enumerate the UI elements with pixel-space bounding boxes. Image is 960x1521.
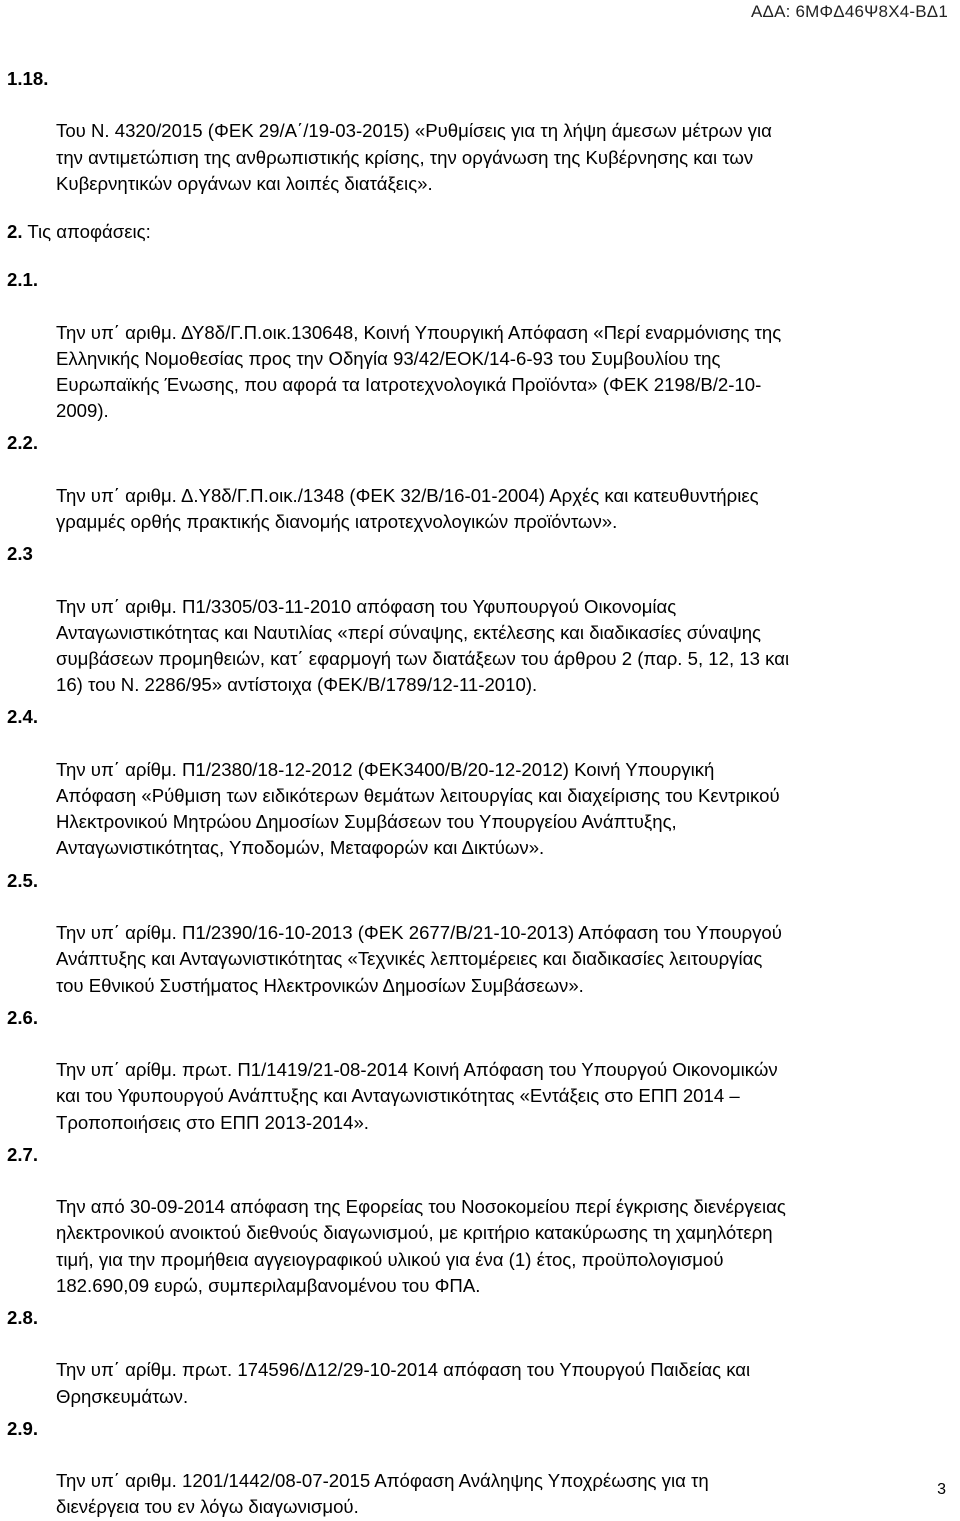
item-number: 2.7. xyxy=(7,1143,39,1165)
item-2-7 xyxy=(0,1142,955,1299)
item-2-8 xyxy=(0,1305,955,1410)
item-number: 2.4. xyxy=(7,706,39,728)
item-number: 2.1. xyxy=(7,269,39,291)
item-2-3 xyxy=(0,541,955,698)
item-2-6 xyxy=(0,1005,955,1136)
item-text: Την υπ΄ αρίθμ. Π1/2380/18-12-2012 (ΦΕΚ3400/Β/20-12-2012) Κοινή Υπουργική Απόφαση «Ρύθμιση των ειδικότερων θεμάτων λειτουργίας και διαχείρισης του Κεντρικού Ηλεκτρονικού Μητρώου Δημοσίων Συμβάσεων του Υπουργείου Ανάπτυξης, Ανταγωνιστικότητας, Υποδομών, Μεταφορών και Δικτύων». xyxy=(56,758,780,859)
item-number: 2.8. xyxy=(7,1306,39,1328)
section-2-heading xyxy=(0,219,955,245)
item-number: 2.6. xyxy=(7,1006,39,1028)
section-1-18 xyxy=(0,66,955,197)
item-2-2 xyxy=(0,430,955,535)
item-number: 2.5. xyxy=(7,869,39,891)
item-text: Την υπ΄ αριθμ. 1201/1442/08-07-2015 Απόφαση Ανάληψης Υποχρέωσης για τη διενέργεια του εν λόγω διαγωνισμού. xyxy=(56,1470,709,1518)
section-text: Του Ν. 4320/2015 (ΦΕΚ 29/Α΄/19-03-2015) «Ρυθμίσεις για τη λήψη άμεσων μέτρων για την αντιμετώπιση της ανθρωπιστικής κρίσης, την οργάνωση της Κυβέρνησης και των Κυβερνητικών οργάνων και λοιπές διατάξεις». xyxy=(56,120,772,194)
item-number: 2.2. xyxy=(7,432,39,454)
ada-code: ΑΔΑ: 6ΜΦΔ46Ψ8Χ4-ΒΔ1 xyxy=(751,2,948,21)
item-text: Την υπ΄ αρίθμ. Π1/2390/16-10-2013 (ΦΕΚ 2677/Β/21-10-2013) Απόφαση του Υπουργού Ανάπτυξης και Ανταγωνιστικότητας «Τεχνικές λεπτομέρειες και διαδικασίες λειτουργίας του Εθνικού Συστήματος Ηλεκτρονικών Δημοσίων Συμβάσεων». xyxy=(56,922,782,996)
section-number: 2. xyxy=(7,221,23,243)
item-2-9 xyxy=(0,1416,955,1521)
item-text: Την από 30-09-2014 απόφαση της Εφορείας του Νοσοκομείου περί έγκρισης διενέργειας ηλεκτρονικού ανοικτού διεθνούς διαγωνισμού, με κριτήριο κατακύρωσης τη χαμηλότερη τιμή, για την προμήθεια αγγειογραφικού υλικού για ένα (1) έτος, προϋπολογισμού 182.690,09 ευρώ, συμπεριλαμβανομένου του ΦΠΑ. xyxy=(56,1196,786,1296)
item-text: Την υπ΄ αρίθμ. πρωτ. 174596/Δ12/29-10-2014 απόφαση του Υπουργού Παιδείας και Θρησκευμάτων. xyxy=(56,1359,751,1407)
section-number: 1.18. xyxy=(7,68,49,89)
item-number: 2.9. xyxy=(7,1417,39,1439)
section-title: Τις αποφάσεις: xyxy=(27,221,151,243)
item-text: Την υπ΄ αριθμ. ΔΥ8δ/Γ.Π.οικ.130648, Κοινή Υπουργική Απόφαση «Περί εναρμόνισης της Ελληνικής Νομοθεσίας προς την Οδηγία 93/42/ΕΟΚ/14-6-93 του Συμβουλίου της Ευρωπαϊκής Ένωσης, που αφορά τα Ιατροτεχνολογικά Προϊόντα» (ΦΕΚ 2198/Β/2-10- 2009). xyxy=(56,321,782,422)
item-2-1 xyxy=(0,267,955,424)
page-number: 3 xyxy=(937,1481,946,1498)
item-number: 2.3 xyxy=(7,543,33,565)
item-text: Την υπ΄ αριθμ. Δ.Υ8δ/Γ.Π.οικ./1348 (ΦΕΚ 32/Β/16-01-2004) Αρχές και κατευθυντήριες γραμμές ορθής πρακτικής διανομής ιατροτεχνολογικών προϊόντων». xyxy=(56,484,759,533)
document-body xyxy=(0,66,955,1521)
item-text: Την υπ΄ αριθμ. Π1/3305/03-11-2010 απόφαση του Υφυπουργού Οικονομίας Ανταγωνιστικότητας και Ναυτιλίας «περί σύναψης, εκτέλεσης και διαδικασίες σύναψης συμβάσεων προμηθειών, κατ΄ εφαρμογή των διατάξεων του άρθρου 2 (παρ. 5, 12, 13 και 16) του Ν. 2286/95» αντίστοιχα (ΦΕΚ/Β/1789/12-11-2010). xyxy=(56,595,790,696)
item-text: Την υπ΄ αρίθμ. πρωτ. Π1/1419/21-08-2014 Κοινή Απόφαση του Υπουργού Οικονομικών και του Υφυπουργού Ανάπτυξης και Ανταγωνιστικότητας «Εντάξεις στο ΕΠΠ 2014 – Τροποποιήσεις στο ΕΠΠ 2013-2014». xyxy=(56,1059,778,1133)
item-2-5 xyxy=(0,868,955,999)
item-2-4 xyxy=(0,704,955,861)
